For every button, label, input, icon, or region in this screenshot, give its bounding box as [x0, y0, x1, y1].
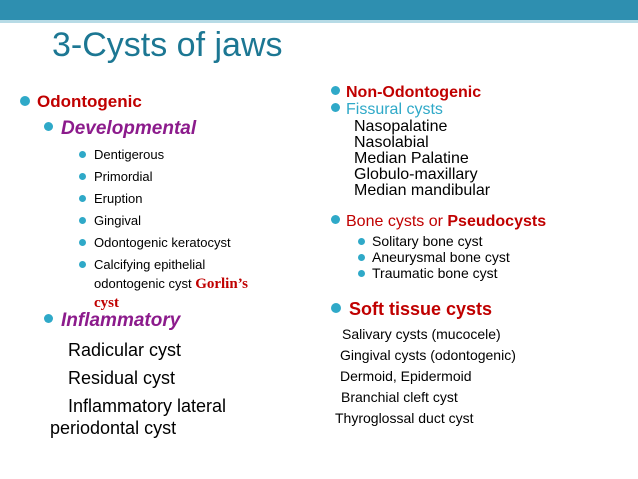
bullet-icon [44, 122, 53, 131]
list-item: Eruption [79, 189, 248, 208]
list-item: Primordial [79, 167, 248, 186]
fissural-heading: Fissural cysts [331, 101, 443, 119]
soft-tissue-item: Branchial cleft cyst [341, 389, 458, 405]
soft-tissue-item: Salivary cysts (mucocele) [342, 326, 501, 342]
list-item: Odontogenic keratocyst [79, 233, 248, 252]
bullet-icon [331, 303, 341, 313]
bone-cysts-heading: Bone cysts or Pseudocysts [331, 213, 546, 231]
soft-tissue-heading: Soft tissue cysts [331, 299, 492, 320]
list-item: Solitary bone cyst [358, 233, 510, 249]
header-bar [0, 0, 638, 20]
inflammatory-item: Residual cyst [68, 368, 176, 388]
bullet-icon [358, 254, 365, 261]
bullet-icon [358, 270, 365, 277]
slide-title: 3-Cysts of jaws [52, 26, 283, 64]
list-item: Gingival [79, 211, 248, 230]
list-item: Nasolabial [354, 134, 429, 151]
bullet-icon [79, 261, 86, 268]
list-item: Nasopalatine [354, 118, 448, 135]
bullet-icon [358, 238, 365, 245]
list-item: Calcifying epithelial [79, 255, 248, 274]
inflammatory-item: periodontal cyst [50, 418, 177, 438]
inflammatory-heading: Inflammatory [44, 310, 180, 332]
inflammatory-item: Radicular cyst [68, 340, 182, 360]
list-item: Traumatic bone cyst [358, 265, 510, 281]
soft-tissue-item: Dermoid, Epidermoid [340, 368, 472, 384]
non-odontogenic-heading: Non-Odontogenic [331, 84, 481, 102]
header-stripe [0, 20, 638, 23]
bone-cysts-list [358, 233, 510, 281]
gorlin-cyst-label: cyst [94, 295, 119, 311]
bullet-icon [331, 86, 340, 95]
list-item-continuation: odontogenic cyst Gorlin’s [94, 276, 248, 292]
list-item: Median Palatine [354, 150, 469, 167]
bullet-icon [331, 103, 340, 112]
developmental-heading: Developmental [44, 118, 196, 140]
list-item: Median mandibular [354, 182, 491, 199]
developmental-list [79, 145, 248, 313]
bullet-icon [79, 173, 86, 180]
soft-tissue-item: Gingival cysts (odontogenic) [340, 347, 516, 363]
bullet-icon [44, 314, 53, 323]
bullet-icon [79, 151, 86, 158]
bullet-icon [79, 217, 86, 224]
bullet-icon [331, 215, 340, 224]
list-item: Globulo-maxillary [354, 166, 478, 183]
soft-tissue-item: Thyroglossal duct cyst [335, 410, 474, 426]
inflammatory-item: Inflammatory lateral [68, 396, 227, 416]
bullet-icon [79, 239, 86, 246]
bullet-icon [20, 96, 30, 106]
list-item: Aneurysmal bone cyst [358, 249, 510, 265]
list-item: Dentigerous [79, 145, 248, 164]
fissural-list [354, 119, 490, 199]
odontogenic-heading: Odontogenic [20, 92, 142, 112]
bullet-icon [79, 195, 86, 202]
